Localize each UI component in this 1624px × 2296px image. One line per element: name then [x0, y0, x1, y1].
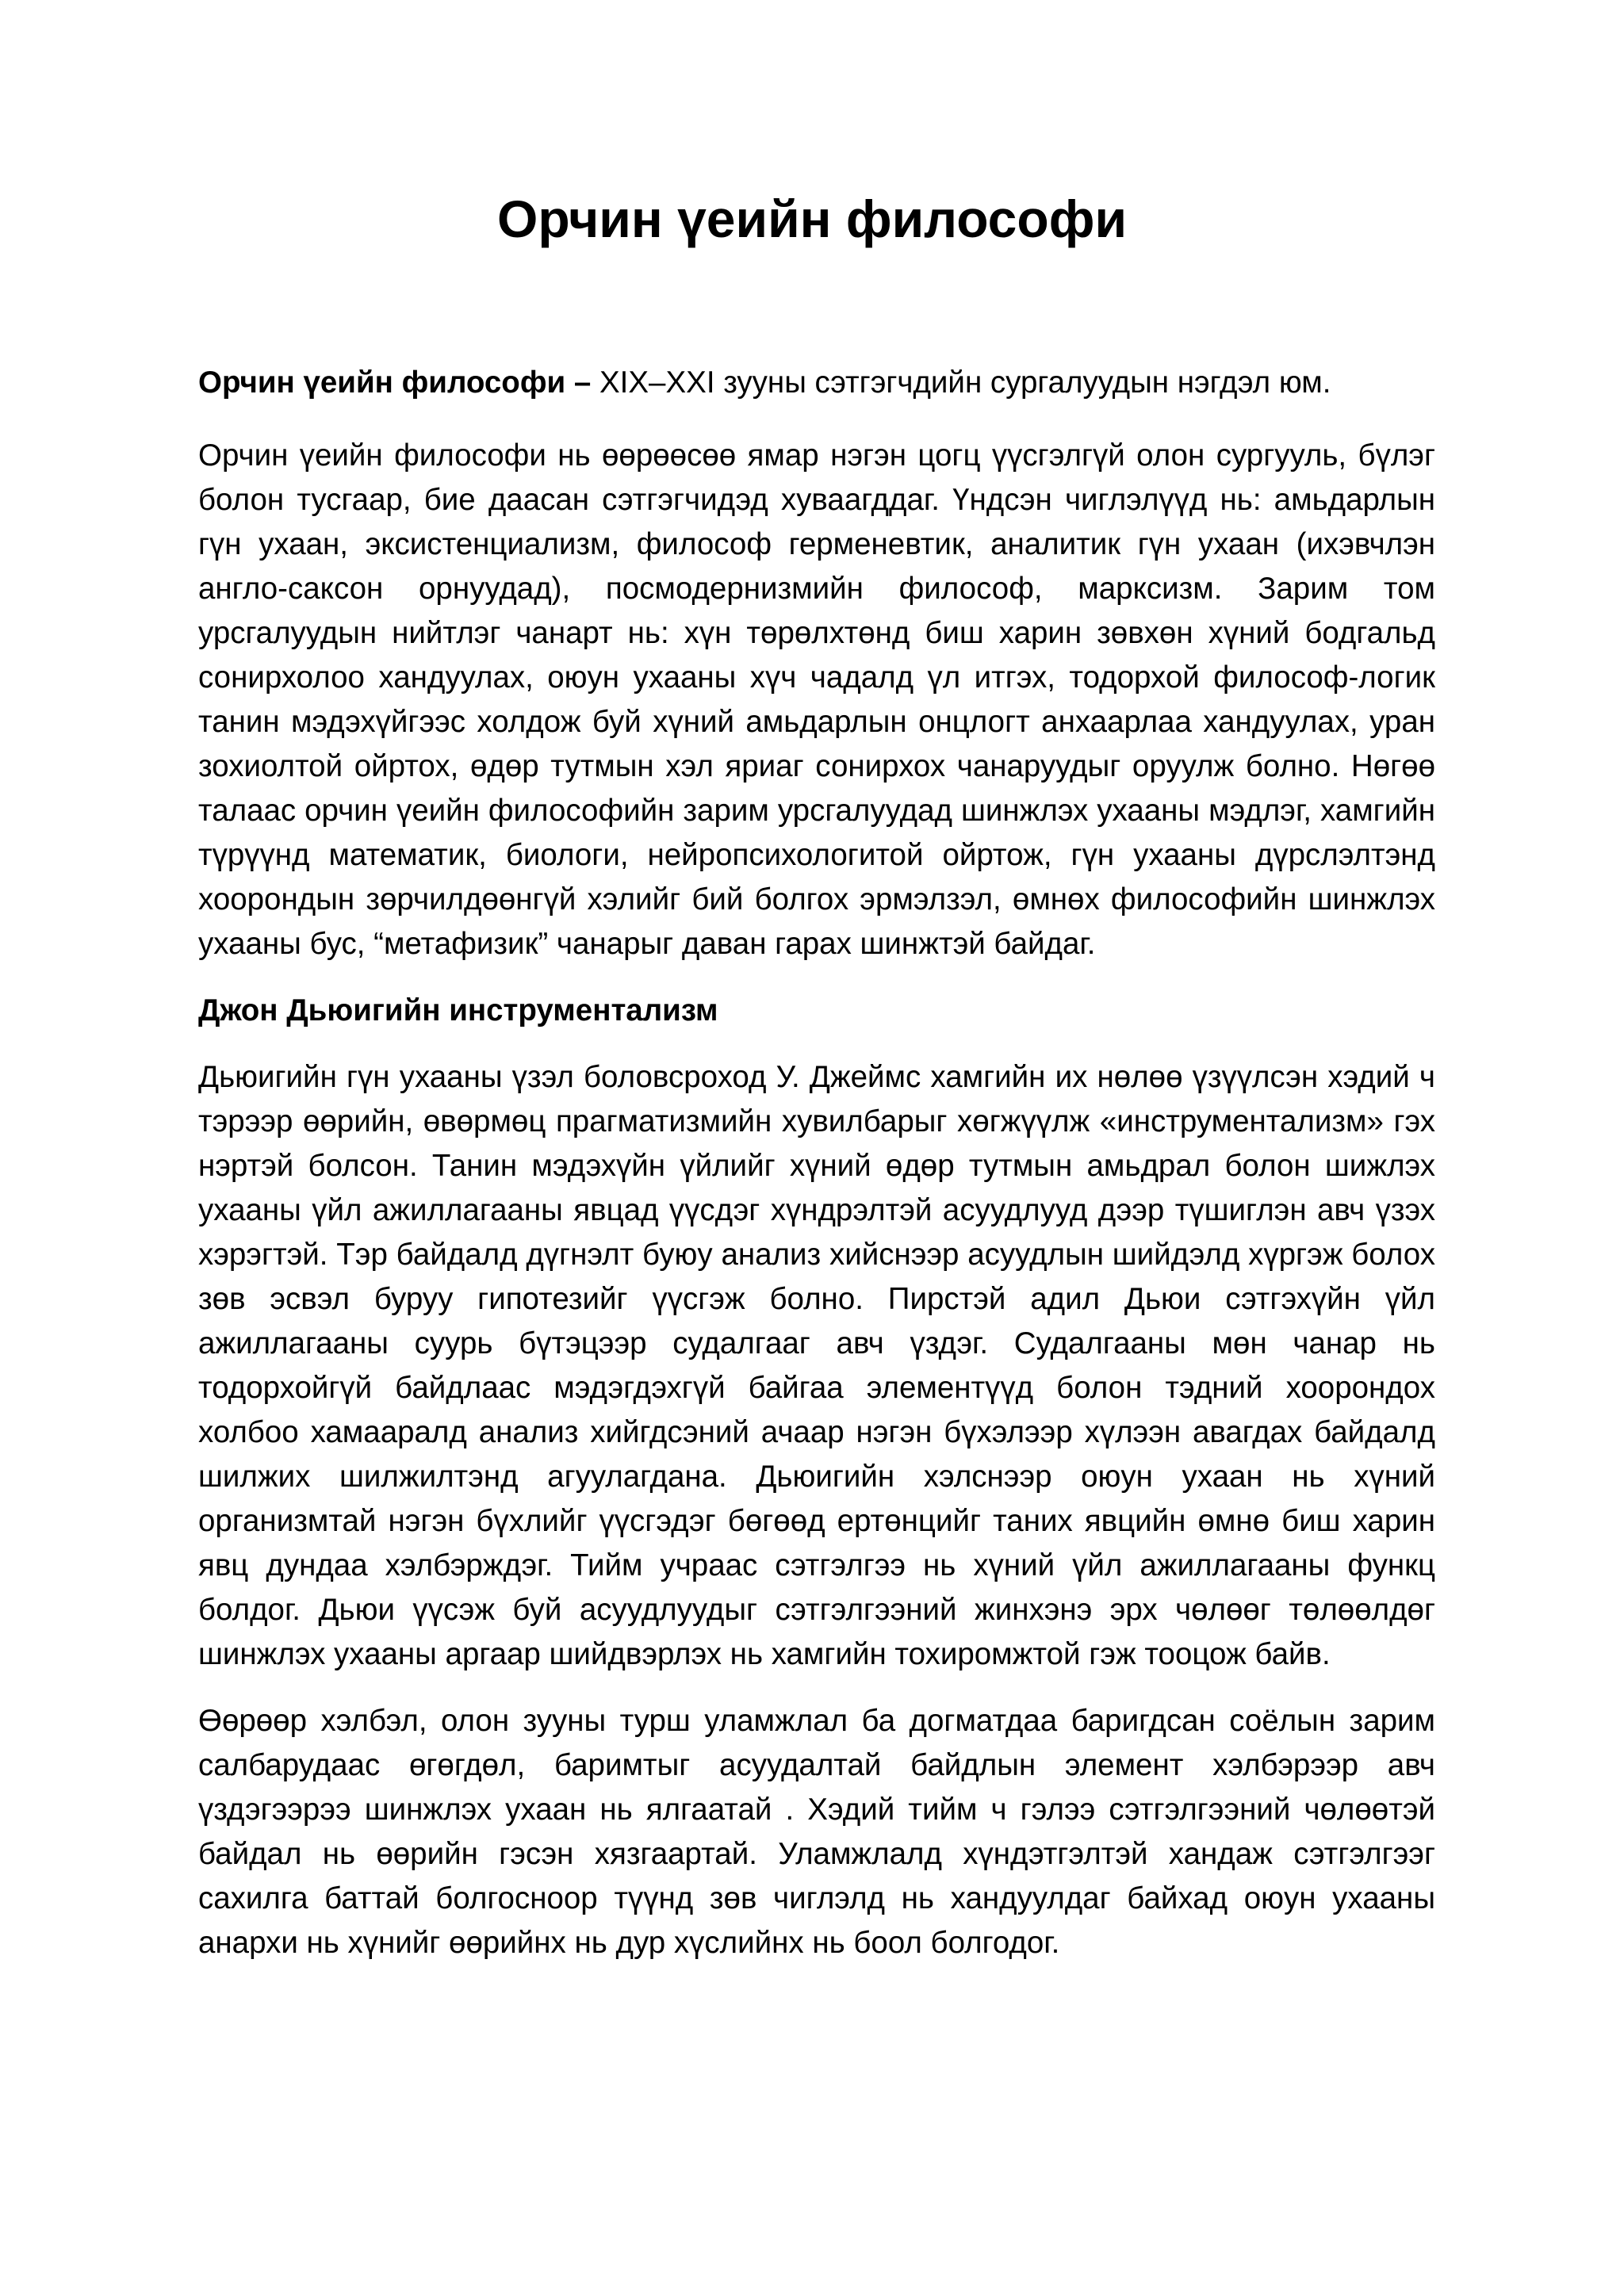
intro-term: Орчин үеийн философи – — [198, 365, 592, 400]
paragraph-science-thinking: Өөрөөр хэлбэл, олон зууны турш уламжлал ба догматдаа баригдсан соёлын зарим салбарудаас өгөгдөл, баримтыг асуудалтай байдлын элемент хэлбэрээр авч үздэгээрээ шинжлэх ухаан нь ялгаатай . Хэдий тийм ч гэлээ сэтгэлгээний чөлөөтэй байдал нь өөрийн гэсэн хязгаартай. Уламжлалд хүндэтгэлтэй хандаж сэтгэлгээг сахилга баттай болгосноор түүнд зөв чиглэлд нь хандуулдаг байхад оюун ухааны анархи нь хүнийг өөрийнх нь дур хүслийнх нь боол болгодог. — [198, 1704, 1435, 1960]
page-title: Орчин үеийн философи — [496, 189, 1128, 248]
intro-paragraph — [198, 361, 1435, 405]
document-body — [198, 361, 1435, 1988]
paragraph-dewey-instrumentalism: Дьюигийн гүн ухааны үзэл боловсроход У. Джеймс хамгийн их нөлөө үзүүлсэн хэдий ч тэрээр өөрийн, өвөрмөц прагматизмийн хувилбарыг хөгжүүлж «инструментализм» гэх нэртэй болсон. Танин мэдэхүйн үйлийг хүний өдөр тутмын амьдрал болон шижлэх ухааны үйл ажиллагааны явцад үүсдэг хүндрэлтэй асуудлууд дээр түшиглэн авч үзэх хэрэгтэй. Тэр байдалд дүгнэлт буюу анализ хийснээр асуудлын шийдэлд хүргэж болох зөв эсвэл буруу гипотезийг үүсгэж болно. Пирстэй адил Дьюи сэтгэхүйн үйл ажиллагааны суурь бүтэцээр судалгааг авч үздэг. Судалгааны мөн чанар нь тодорхойгүй байдлаас мэдэгдэхгүй байгаа элементүүд болон тэдний хоорондох холбоо хамааралд анализ хийгдсэний ачаар нэгэн бүхэлээр хүлээн авагдах байдалд шилжих шилжилтэнд агуулагдана. Дьюигийн хэлснээр оюун ухаан нь хүний организмтай нэгэн бүхлийг үүсгэдэг бөгөөд ертөнцийг таних явцийн өмнө биш харин явц дундаа хэлбэрждэг. Тийм учраас сэтгэлгээ нь хүний үйл ажиллагааны функц болдог. Дьюи үүсэж буй асуудлуудыг сэтгэлгээний жинхэнэ эрх чөлөөг төлөөлдөг шинжлэх ухааны аргаар шийдвэрлэх нь хамгийн тохиромжтой гэж тооцож байв. — [198, 1060, 1435, 1671]
intro-text: XIX–XXI зууны сэтгэгчдийн сургалуудын нэгдэл юм. — [591, 365, 1331, 400]
paragraph-modern-philosophy: Орчин үеийн философи нь өөрөөсөө ямар нэгэн цогц үүсгэлгүй олон сургууль, бүлэг болон тусгаар, бие даасан сэтгэгчидэд хуваагддаг. Үндсэн чиглэлүүд нь: амьдарлын гүн ухаан, эксистенциализм, философ герменевтик, аналитик гүн ухаан (ихэвчлэн англо-саксон орнуудад), посмодернизмийн философ, марксизм. Зарим том урсгалуудын нийтлэг чанарт нь: хүн төрөлхтөнд биш харин зөвхөн хүний бодгальд сонирхолоо хандуулах, оюун ухааны хүч чадалд үл итгэх, тодорхой философ-логик танин мэдэхүйгээс холдож буй хүний амьдарлын онцлогт анхаарлаа хандуулах, уран зохиолтой ойртох, өдөр тутмын хэл яриаг сонирхох чанаруудыг оруулж болно. Нөгөө талаас орчин үеийн философийн зарим урсгалуудад шинжлэх ухааны мэдлэг, хамгийн түрүүнд математик, биологи, нейропсихологитой ойртож, гүн ухааны дүрслэлтэнд хоорондын зөрчилдөөнгүй хэлийг бий болгох эрмэлзэл, өмнөх философийн шинжлэх ухааны бус, “метафизик” чанарыг даван гарах шинжтэй байдаг. — [198, 438, 1435, 961]
section-heading-dewey: Джон Дьюигийн инструментализм — [198, 993, 718, 1027]
